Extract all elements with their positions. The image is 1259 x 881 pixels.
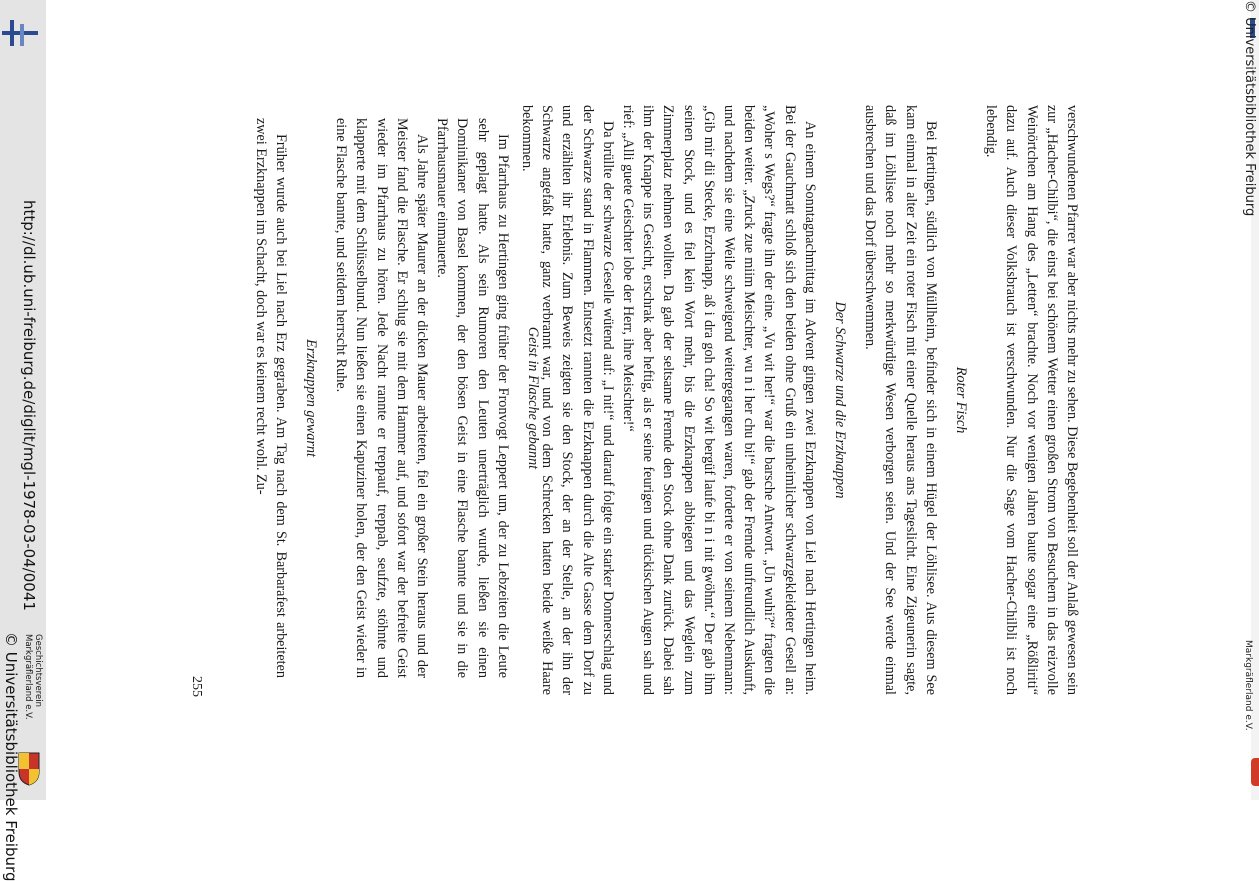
- copyright-notice: © Universitätsbibliothek Freiburg: [2, 632, 20, 881]
- section-title: Der Schwarze und die Erzknappen: [831, 301, 848, 499]
- partner-name-cut: Markgräflerland e.V.: [1243, 640, 1253, 731]
- coat-of-arms-icon: [18, 752, 40, 786]
- page-number: 255: [189, 676, 204, 697]
- section-title: Roter Fisch: [952, 366, 969, 434]
- text-column-1: [517, 105, 1082, 695]
- paragraph: verschwundenen Pfarrer war aber nichts mehr zu sehen. Diese Begebenheit soll der Anlaß gewesen sein zur „Hacher-Chilbi“, die einst bei schönem Wetter einen großen Strom von Besuchern in das reizvolle Weinörtchen am Hang des „Letten“ brachte. Noch vor wenigen Jahren baute sogar eine „Rößliriti“ dazu auf. Auch dieser Volksbrauch ist verschwunden. Nur die Sage vom Hacher-Chilbli ist noch lebendig.: [983, 105, 1080, 695]
- paragraph: Im Pfarrhaus zu Hertingen ging früher der Fronvogt Leppert um, der zu Lebzeiten die Leute sehr geplagt hatte. Als sein Rumoren den Leuten unerträglich wurde, ließen sie einen Dominikaner von Basel kommen, der den bösen Geist in eine Flasche bannte und sie in die Pfarrhausmauer einmauerte.: [434, 118, 511, 678]
- paragraph: Früher wurde auch bei Liel nach Erz gegraben. Am Tag nach dem St. Barbarafest arbeiteten zwei Erzknappen im Schacht, doch war es keinem recht wohl. Zu-: [252, 118, 289, 678]
- paragraph: Bei Hertingen, südlich von Müllheim, befinder sich in einem Hügel der Löhlisee. Aus diesem See kam einmal in alter Zeit ein roter Fisch mit einer Quelle heraus ans Tageslicht. Eine Zigeunerin sagte, daß im Löhlisee noch mehr so merkwürdige Wesen verborgen seien. Und der See werde einmal ausbrechen und das Dorf überschwemmen.: [862, 105, 939, 695]
- paragraph: Als Jahre später Maurer an der dicken Mauer arbeiteten, fiel ein großer Stein heraus und der Meister fand die Flasche. Er schlug sie mit dem Hammer auf, und sofort war der befreite Geist wieder im Pfarrhaus zu hören. Jede Nacht rannte er treppauf, treppab, seufzte, stöhnte und klapperte mit dem Schlüsselbund. Nun ließen sie einen Kapuziner holen, der den Geist wieder in eine Flasche bannte, und seitdem herrscht Ruhe.: [333, 118, 430, 678]
- partner-name-line1: Geschichtsverein: [33, 634, 43, 708]
- partner-name-line2: Markgräflerland e.V.: [23, 634, 33, 720]
- copyright-notice-cut: © Universitätsbibliothek Freiburg: [1242, 0, 1257, 217]
- right-shield-fragment-icon: [1251, 758, 1259, 786]
- text-column-2: [250, 118, 553, 678]
- paragraph: Da brüllte der schwarze Geselle wütend auf: „I nit!“ und darauf folgte ein starker Donnerschlag und der Schwarze stand in Flammen. Entsetzt rannten die Erzknappen durch die Alte Gasse dem Dorf zu und erzählten ihr Erlebnis. Zum Beweis zeigten sie den Stock, der an der Stelle, an der ihn der Schwarze angefaßt hatte, ganz verbrannt war, und von dem Schrecken hatten beide weiße Haare bekommen.: [518, 105, 616, 695]
- source-url[interactable]: http://dl.ub.uni-freiburg.de/diglit/mgl-1978-03-04/0041: [20, 200, 38, 611]
- library-logo-icon: [2, 20, 40, 46]
- section-title: Geist in Flasche gebannt: [525, 326, 541, 470]
- section-title: Erzknappen gewarnt: [302, 339, 319, 457]
- paragraph: An einem Sonntagnachmittag im Advent gingen zwei Erzknappen von Liel nach Hertingen heim. Bei der Gauchmatt schloß sich den beiden ohne Gruß ein unheimlicher schwarzgekleideter Gesell an: „Woher s Wegs?“ fragte ihn der eine. „Vu wit her!“ war die barsche Antwort. „Un wuhi?“ fragten die beiden weiter. „Zruck zue miim Meischter, wu n i her chu bi!“ gab der Fremde unfreundlich Auskunft, und nachdem sie eine Weile schweigend weitergegangen waren, forderte er von seinem Nebenmann: „Gib mir dii Stecke, Erzchnapp, aß i dra goh cha! So wit bergüf laufe bi n i nit gwöhnt.“ Der gab ihm seinen Stock, und es fiel kein Wort mehr, bis die Erzknappen abbiegen und das Weglein zum Zimmerplatz nehmen wollten. Da gab der seltsame Fremde den Stock ohne Dank zurück. Dabei sah ihm der Knappe ins Gesicht, erschrak aber heftig, als er seine feurigen und tückischen Augen sah und rief: „Alli guete Geischter lobe der Herr, ihre Meischter!“: [619, 105, 818, 695]
